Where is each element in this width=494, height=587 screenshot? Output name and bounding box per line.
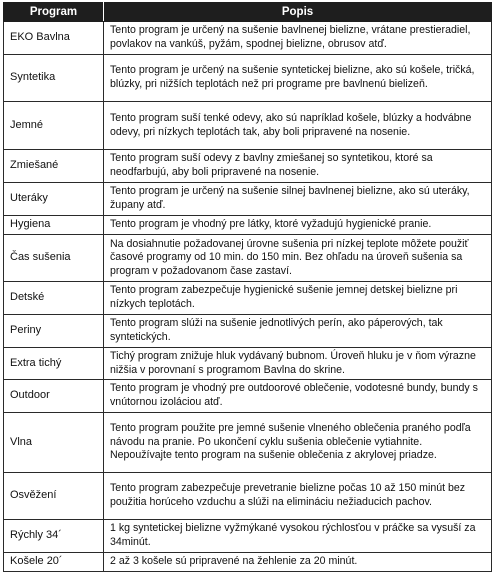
- program-name: Hygiena: [4, 216, 104, 235]
- table-row: [4, 22, 492, 55]
- table-row: [4, 520, 492, 553]
- program-name: Čas sušenia: [4, 235, 104, 282]
- program-description: 2 až 3 košele sú pripravené na žehlenie za 20 minút.: [104, 553, 492, 572]
- table-row: [4, 183, 492, 216]
- program-description: 1 kg syntetickej bielizne vyžmýkané vysokou rýchlosťou v práčke sa vysuší za 34minút.: [104, 520, 492, 553]
- program-description: Tento program je určený na sušenie bavlnenej bielizne, vrátane prestieradiel, povlakov na vankúš, pyžám, spodnej bielizne, obrusov atď.: [104, 22, 492, 55]
- table-row: [4, 102, 492, 150]
- program-name: Outdoor: [4, 380, 104, 413]
- table-row: [4, 473, 492, 520]
- program-name: Osvěžení: [4, 473, 104, 520]
- table-row: [4, 235, 492, 282]
- program-name: Vlna: [4, 413, 104, 473]
- program-description: Tento program je určený na sušenie syntetickej bielizne, ako sú košele, tričká, blúzky, pri nižších teplotách než pri programe pre bavlnenú bielizeň.: [104, 55, 492, 102]
- program-name: Košele 20´: [4, 553, 104, 572]
- program-name: Syntetika: [4, 55, 104, 102]
- header-program: Program: [4, 3, 104, 22]
- table-header-row: [4, 3, 492, 22]
- program-name: Rýchly 34´: [4, 520, 104, 553]
- program-description: Tento program suší tenké odevy, ako sú napríklad košele, blúzky a hodvábne odevy, pri nízkych teplotách tak, aby boli pripravené na nosenie.: [104, 102, 492, 150]
- table-row: [4, 150, 492, 183]
- program-name: Uteráky: [4, 183, 104, 216]
- program-name: Jemné: [4, 102, 104, 150]
- program-description: Tento program suší odevy z bavlny zmiešanej so syntetikou, ktoré sa neodfarbujú, aby boli pripravené na nosenie.: [104, 150, 492, 183]
- table-row: [4, 553, 492, 572]
- program-name: Detské: [4, 282, 104, 315]
- table-row: [4, 380, 492, 413]
- table-row: [4, 216, 492, 235]
- program-description: Tento program slúži na sušenie jednotlivých perín, ako páperových, tak syntetických.: [104, 315, 492, 348]
- program-description: Tento program je vhodný pre látky, ktoré vyžadujú hygienické pranie.: [104, 216, 492, 235]
- program-description: Tento program použite pre jemné sušenie vlneného oblečenia praného podľa návodu na pranie. Po ukončení cyklu sušenia oblečenie vytiahnite. Nepoužívajte tento program na sušenie oblečenia z akrylovej priadze.: [104, 413, 492, 473]
- table-row: [4, 413, 492, 473]
- program-name: Periny: [4, 315, 104, 348]
- program-description: Na dosiahnutie požadovanej úrovne sušenia pri nízkej teplote môžete použiť časové programy od 10 min. do 150 min. Bez ohľadu na úroveň sušenia sa program v požadovanom čase zastaví.: [104, 235, 492, 282]
- table-row: [4, 282, 492, 315]
- header-description: Popis: [104, 3, 492, 22]
- table-row: [4, 55, 492, 102]
- program-description: Tento program zabezpečuje prevetranie bielizne počas 10 až 150 minút bez použitia horúceho vzduchu a slúži na elimináciu nežiaducich pachov.: [104, 473, 492, 520]
- program-name: EKO Bavlna: [4, 22, 104, 55]
- program-description: Tento program je vhodný pre outdoorové oblečenie, vodotesné bundy, bundy s vnútornou izoláciou atď.: [104, 380, 492, 413]
- program-description: Tento program zabezpečuje hygienické sušenie jemnej detskej bielizne pri nízkych teplotách.: [104, 282, 492, 315]
- program-description: Tichý program znižuje hluk vydávaný bubnom. Úroveň hluku je v ňom výrazne nižšia v porovnaní s programom Bavlna do skrine.: [104, 348, 492, 380]
- program-name: Zmiešané: [4, 150, 104, 183]
- program-table: [3, 2, 492, 572]
- program-description: Tento program je určený na sušenie silnej bavlnenej bielizne, ako sú uteráky, župany atď.: [104, 183, 492, 216]
- table-row: [4, 315, 492, 348]
- program-name: Extra tichý: [4, 348, 104, 380]
- table-row: [4, 348, 492, 380]
